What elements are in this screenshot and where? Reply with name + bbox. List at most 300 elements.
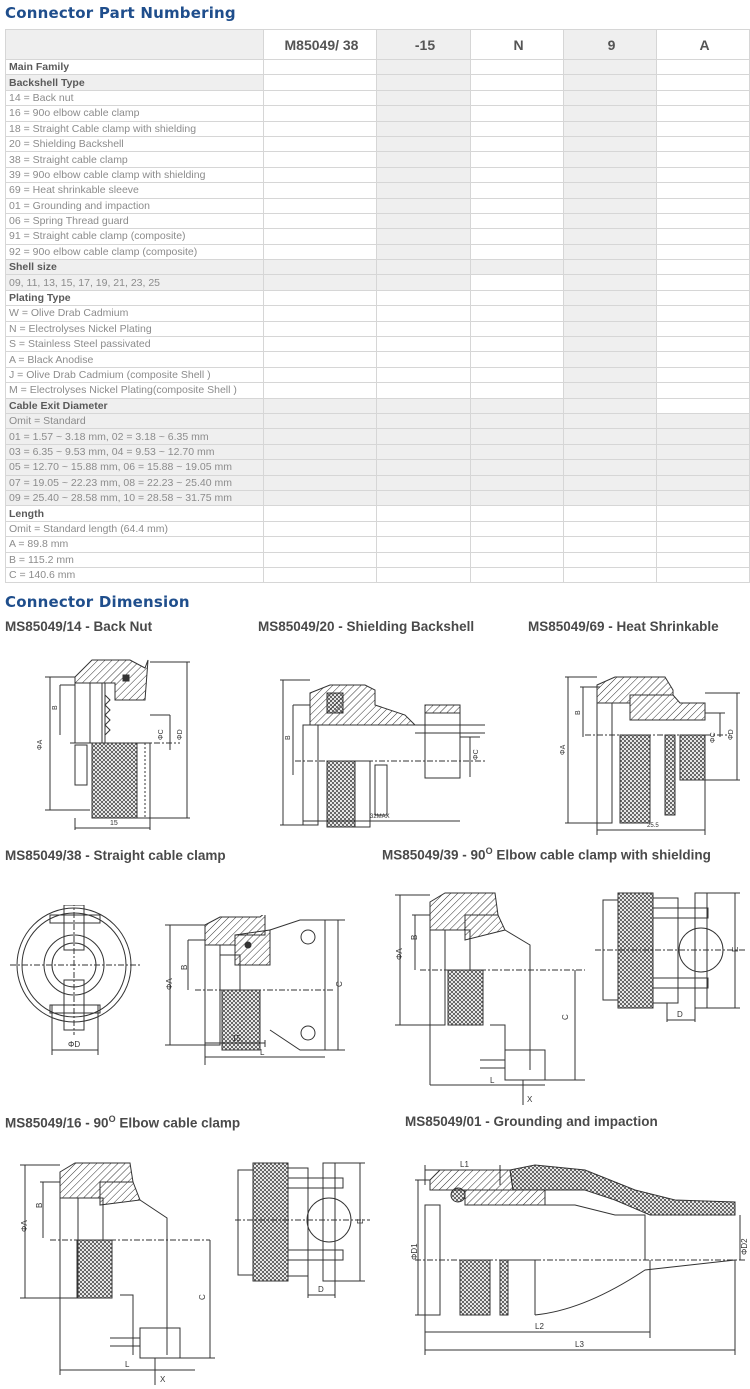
table-cell (657, 490, 750, 505)
table-cell (264, 275, 377, 290)
svg-text:E: E (731, 946, 740, 952)
table-row (6, 460, 750, 475)
svg-text:32MAX: 32MAX (370, 814, 390, 820)
svg-text:C: C (335, 981, 344, 987)
table-cell (471, 398, 564, 413)
option-label: 39 = 90o elbow cable clamp with shielding (6, 167, 264, 182)
table-cell (564, 367, 657, 382)
table-cell (657, 337, 750, 352)
table-row (6, 321, 750, 336)
table-cell (657, 521, 750, 536)
table-cell (377, 413, 471, 428)
table-cell (471, 90, 564, 105)
table-cell (471, 183, 564, 198)
option-label: Omit = Standard length (64.4 mm) (6, 521, 264, 536)
table-cell (564, 383, 657, 398)
table-row (6, 213, 750, 228)
table-section-row (6, 60, 750, 75)
table-section-row (6, 260, 750, 275)
table-row (6, 567, 750, 582)
svg-text:L: L (125, 1360, 130, 1369)
table-cell (471, 290, 564, 305)
table-cell (564, 521, 657, 536)
section-label: Length (6, 506, 264, 521)
table-cell (657, 213, 750, 228)
table-cell (377, 352, 471, 367)
table-cell (657, 537, 750, 552)
table-cell (657, 352, 750, 367)
svg-text:D: D (677, 1010, 683, 1019)
table-cell (564, 60, 657, 75)
option-label: B = 115.2 mm (6, 552, 264, 567)
table-row (6, 106, 750, 121)
table-cell (264, 260, 377, 275)
table-cell (264, 121, 377, 136)
table-cell (657, 306, 750, 321)
table-cell (471, 306, 564, 321)
svg-text:L2: L2 (535, 1322, 544, 1331)
table-section-row (6, 290, 750, 305)
table-row (6, 229, 750, 244)
table-cell (564, 167, 657, 182)
table-cell (471, 198, 564, 213)
grounding-impaction-drawing (405, 1160, 750, 1360)
header-cell-family: M85049/ 38 (264, 30, 377, 60)
table-cell (264, 183, 377, 198)
svg-text:ΦD: ΦD (177, 729, 184, 740)
option-label: 20 = Shielding Backshell (6, 136, 264, 151)
table-cell (657, 229, 750, 244)
table-cell (564, 337, 657, 352)
table-cell (564, 213, 657, 228)
option-label: Omit = Standard (6, 413, 264, 428)
header-cell-length: A (657, 30, 750, 60)
table-cell (564, 260, 657, 275)
table-cell (377, 60, 471, 75)
table-cell (471, 552, 564, 567)
table-cell (377, 244, 471, 259)
table-cell (264, 521, 377, 536)
table-row (6, 152, 750, 167)
table-cell (264, 383, 377, 398)
option-label: 06 = Spring Thread guard (6, 213, 264, 228)
table-row (6, 367, 750, 382)
table-row (6, 167, 750, 182)
elbow-clamp-side-drawing (15, 1160, 215, 1385)
straight-clamp-side-view-drawing (160, 915, 350, 1065)
table-cell (471, 229, 564, 244)
table-cell (471, 213, 564, 228)
table-cell (264, 136, 377, 151)
table-cell (377, 398, 471, 413)
part-numbering-table (5, 29, 750, 583)
table-row (6, 183, 750, 198)
option-label: C = 140.6 mm (6, 567, 264, 582)
svg-text:ΦD: ΦD (728, 729, 735, 740)
table-cell (471, 337, 564, 352)
table-cell (564, 90, 657, 105)
table-cell (564, 306, 657, 321)
table-cell (657, 167, 750, 182)
table-cell (264, 490, 377, 505)
section-label: Main Family (6, 60, 264, 75)
table-cell (471, 429, 564, 444)
svg-text:ΦA: ΦA (395, 948, 404, 960)
table-cell (264, 337, 377, 352)
table-cell (377, 321, 471, 336)
table-cell (657, 367, 750, 382)
option-label: A = Black Anodise (6, 352, 264, 367)
table-cell (377, 429, 471, 444)
table-cell (657, 321, 750, 336)
table-cell (564, 244, 657, 259)
svg-text:D: D (318, 1285, 324, 1294)
table-cell (377, 537, 471, 552)
table-cell (564, 275, 657, 290)
table-cell (564, 152, 657, 167)
table-cell (657, 121, 750, 136)
table-row (6, 306, 750, 321)
svg-text:15: 15 (110, 820, 118, 827)
table-row (6, 136, 750, 151)
table-row (6, 552, 750, 567)
table-cell (564, 198, 657, 213)
table-cell (657, 506, 750, 521)
shielding-backshell-drawing (275, 665, 485, 830)
figure-title-elbow-cable-clamp: $MS85049/16 - 90^O$ Elbow cable clamp (5, 1114, 241, 1131)
table-cell (377, 260, 471, 275)
table-cell (564, 552, 657, 567)
table-cell (377, 475, 471, 490)
table-cell (564, 490, 657, 505)
table-row (6, 521, 750, 536)
table-cell (657, 460, 750, 475)
table-cell (264, 537, 377, 552)
table-cell (657, 244, 750, 259)
option-label: 14 = Back nut (6, 90, 264, 105)
table-cell (564, 567, 657, 582)
svg-text:B: B (410, 934, 419, 940)
header-cell-blank (6, 30, 264, 60)
table-row (6, 413, 750, 428)
table-cell (657, 198, 750, 213)
table-cell (264, 352, 377, 367)
table-cell (471, 506, 564, 521)
table-cell (657, 275, 750, 290)
option-label: 91 = Straight cable clamp (composite) (6, 229, 264, 244)
table-cell (564, 106, 657, 121)
table-cell (377, 290, 471, 305)
table-cell (657, 413, 750, 428)
svg-text:B: B (285, 735, 292, 740)
table-cell (564, 290, 657, 305)
svg-text:ΦC: ΦC (710, 732, 717, 743)
connector-dimension-title: Connector Dimension (5, 593, 190, 611)
table-row (6, 198, 750, 213)
table-row (6, 475, 750, 490)
table-cell (564, 229, 657, 244)
svg-text:L: L (490, 1076, 495, 1085)
table-cell (264, 398, 377, 413)
option-label: 16 = 90o elbow cable clamp (6, 106, 264, 121)
table-cell (264, 552, 377, 567)
table-section-row (6, 506, 750, 521)
figure-title-back-nut: MS85049/14 - Back Nut (5, 619, 153, 634)
table-cell (657, 90, 750, 105)
table-cell (564, 537, 657, 552)
svg-text:X: X (527, 1095, 533, 1104)
table-cell (264, 290, 377, 305)
elbow-clamp-front-drawing (235, 1160, 370, 1300)
table-section-row (6, 75, 750, 90)
table-cell (657, 444, 750, 459)
svg-text:E: E (356, 1218, 365, 1224)
table-cell (377, 337, 471, 352)
figure-title-shielding-backshell: MS85049/20 - Shielding Backshell (258, 619, 475, 634)
table-cell (377, 490, 471, 505)
table-body (6, 60, 750, 583)
part-numbering-title: Connector Part Numbering (5, 4, 236, 22)
table-cell (471, 244, 564, 259)
table-cell (264, 444, 377, 459)
option-label: 92 = 90o elbow cable clamp (composite) (6, 244, 264, 259)
table-row (6, 537, 750, 552)
table-cell (264, 90, 377, 105)
table-cell (377, 521, 471, 536)
section-label: Shell size (6, 260, 264, 275)
table-cell (264, 75, 377, 90)
straight-clamp-end-view-drawing (10, 905, 140, 1060)
table-cell (264, 306, 377, 321)
table-cell (564, 475, 657, 490)
table-cell (564, 460, 657, 475)
table-cell (657, 475, 750, 490)
table-cell (471, 352, 564, 367)
table-cell (264, 229, 377, 244)
table-cell (564, 413, 657, 428)
table-cell (471, 383, 564, 398)
table-cell (264, 460, 377, 475)
option-label: N = Electrolyses Nickel Plating (6, 321, 264, 336)
svg-text:ΦD: ΦD (68, 1040, 81, 1049)
option-label: 09, 11, 13, 15, 17, 19, 21, 23, 25 (6, 275, 264, 290)
table-row (6, 121, 750, 136)
header-cell-plating: N (471, 30, 564, 60)
svg-text:B: B (575, 710, 582, 715)
table-cell (264, 367, 377, 382)
table-row (6, 383, 750, 398)
table-cell (377, 136, 471, 151)
section-label: Backshell Type (6, 75, 264, 90)
table-row (6, 244, 750, 259)
table-cell (564, 352, 657, 367)
option-label: A = 89.8 mm (6, 537, 264, 552)
option-label: 18 = Straight Cable clamp with shielding (6, 121, 264, 136)
table-cell (377, 183, 471, 198)
table-cell (264, 321, 377, 336)
table-cell (471, 121, 564, 136)
table-cell (471, 260, 564, 275)
table-cell (377, 75, 471, 90)
table-cell (657, 429, 750, 444)
svg-text:ΦC: ΦC (473, 749, 480, 760)
table-cell (471, 75, 564, 90)
option-label: M = Electrolyses Nickel Plating(composite Shell ) (6, 383, 264, 398)
header-cell-shell: -15 (377, 30, 471, 60)
table-cell (471, 367, 564, 382)
elbow-clamp-shielding-front-drawing (595, 890, 745, 1030)
table-cell (564, 429, 657, 444)
table-cell (264, 244, 377, 259)
svg-text:ΦD2: ΦD2 (740, 1238, 749, 1255)
option-label: 01 = Grounding and impaction (6, 198, 264, 213)
table-cell (564, 398, 657, 413)
table-cell (471, 321, 564, 336)
table-cell (377, 198, 471, 213)
option-label: 69 = Heat shrinkable sleeve (6, 183, 264, 198)
table-cell (264, 429, 377, 444)
table-cell (471, 60, 564, 75)
figure-title-heat-shrinkable: MS85049/69 - Heat Shrinkable (528, 619, 719, 634)
table-cell (564, 183, 657, 198)
table-cell (377, 383, 471, 398)
table-cell (377, 213, 471, 228)
table-cell (471, 567, 564, 582)
option-label: 05 = 12.70 ~ 15.88 mm, 06 = 15.88 ~ 19.05 mm (6, 460, 264, 475)
table-row (6, 444, 750, 459)
table-cell (471, 106, 564, 121)
table-cell (471, 167, 564, 182)
table-cell (657, 136, 750, 151)
table-cell (377, 229, 471, 244)
svg-text:C: C (561, 1014, 570, 1020)
elbow-clamp-shielding-side-drawing (390, 890, 590, 1105)
svg-text:ΦA: ΦA (37, 739, 44, 750)
option-label: S = Stainless Steel passivated (6, 337, 264, 352)
table-cell (657, 260, 750, 275)
table-cell (264, 413, 377, 428)
table-cell (564, 444, 657, 459)
svg-text:ΦA: ΦA (560, 744, 567, 755)
table-cell (264, 152, 377, 167)
table-row (6, 352, 750, 367)
table-cell (471, 475, 564, 490)
table-cell (471, 275, 564, 290)
table-cell (377, 121, 471, 136)
table-cell (377, 506, 471, 521)
option-label: 07 = 19.05 ~ 22.23 mm, 08 = 22.23 ~ 25.40 mm (6, 475, 264, 490)
table-cell (657, 60, 750, 75)
table-cell (564, 506, 657, 521)
table-cell (657, 75, 750, 90)
svg-text:ΦC: ΦC (158, 729, 165, 740)
table-cell (264, 60, 377, 75)
table-cell (471, 413, 564, 428)
table-cell (564, 75, 657, 90)
table-header-row (6, 30, 750, 60)
option-label: 03 = 6.35 ~ 9.53 mm, 04 = 9.53 ~ 12.70 mm (6, 444, 264, 459)
table-row (6, 429, 750, 444)
section-label: Plating Type (6, 290, 264, 305)
svg-text:25.5: 25.5 (647, 823, 659, 829)
back-nut-drawing (30, 650, 200, 830)
svg-text:ΦA: ΦA (20, 1220, 29, 1232)
table-cell (657, 152, 750, 167)
option-label: W = Olive Drab Cadmium (6, 306, 264, 321)
table-cell (471, 444, 564, 459)
table-cell (471, 136, 564, 151)
table-cell (377, 167, 471, 182)
section-label: Cable Exit Diameter (6, 398, 264, 413)
table-cell (657, 398, 750, 413)
table-row (6, 490, 750, 505)
table-cell (471, 521, 564, 536)
table-cell (264, 213, 377, 228)
svg-text:B: B (35, 1202, 44, 1208)
table-cell (564, 121, 657, 136)
svg-text:X: X (160, 1375, 166, 1384)
table-cell (657, 383, 750, 398)
svg-text:B: B (52, 705, 59, 710)
svg-text:L: L (260, 1048, 265, 1057)
heat-shrinkable-drawing (555, 675, 745, 835)
table-cell (471, 490, 564, 505)
table-cell (657, 552, 750, 567)
option-label: 09 = 25.40 ~ 28.58 mm, 10 = 28.58 ~ 31.75 mm (6, 490, 264, 505)
figure-title-grounding-impaction: MS85049/01 - Grounding and impaction (405, 1114, 658, 1129)
svg-text:C: C (198, 1294, 207, 1300)
table-cell (264, 506, 377, 521)
table-section-row (6, 398, 750, 413)
svg-text:15: 15 (232, 1034, 241, 1043)
svg-text:L1: L1 (460, 1160, 469, 1169)
table-row (6, 90, 750, 105)
figure-title-elbow-clamp-shielding: $MS85049/39 - 90^O$ Elbow cable clamp with shielding (382, 846, 711, 863)
table-cell (377, 367, 471, 382)
table-cell (264, 198, 377, 213)
table-cell (657, 567, 750, 582)
table-cell (377, 460, 471, 475)
table-cell (377, 567, 471, 582)
figure-title-straight-cable-clamp: MS85049/38 - Straight cable clamp (5, 848, 226, 863)
table-cell (471, 152, 564, 167)
option-label: 01 = 1.57 ~ 3.18 mm, 02 = 3.18 ~ 6.35 mm (6, 429, 264, 444)
option-label: 38 = Straight cable clamp (6, 152, 264, 167)
svg-text:ΦD1: ΦD1 (410, 1243, 419, 1260)
table-cell (264, 567, 377, 582)
table-cell (264, 475, 377, 490)
table-cell (377, 552, 471, 567)
svg-text:ΦA: ΦA (165, 978, 174, 990)
table-cell (264, 167, 377, 182)
table-cell (264, 106, 377, 121)
svg-text:B: B (180, 964, 189, 970)
table-row (6, 275, 750, 290)
table-cell (471, 460, 564, 475)
table-cell (377, 444, 471, 459)
table-cell (657, 106, 750, 121)
table-cell (377, 90, 471, 105)
option-label: J = Olive Drab Cadmium (composite Shell ) (6, 367, 264, 382)
table-cell (377, 275, 471, 290)
table-cell (564, 136, 657, 151)
table-cell (377, 306, 471, 321)
table-cell (564, 321, 657, 336)
table-cell (377, 106, 471, 121)
svg-text:L3: L3 (575, 1340, 584, 1349)
table-cell (657, 183, 750, 198)
header-cell-cable-exit: 9 (564, 30, 657, 60)
